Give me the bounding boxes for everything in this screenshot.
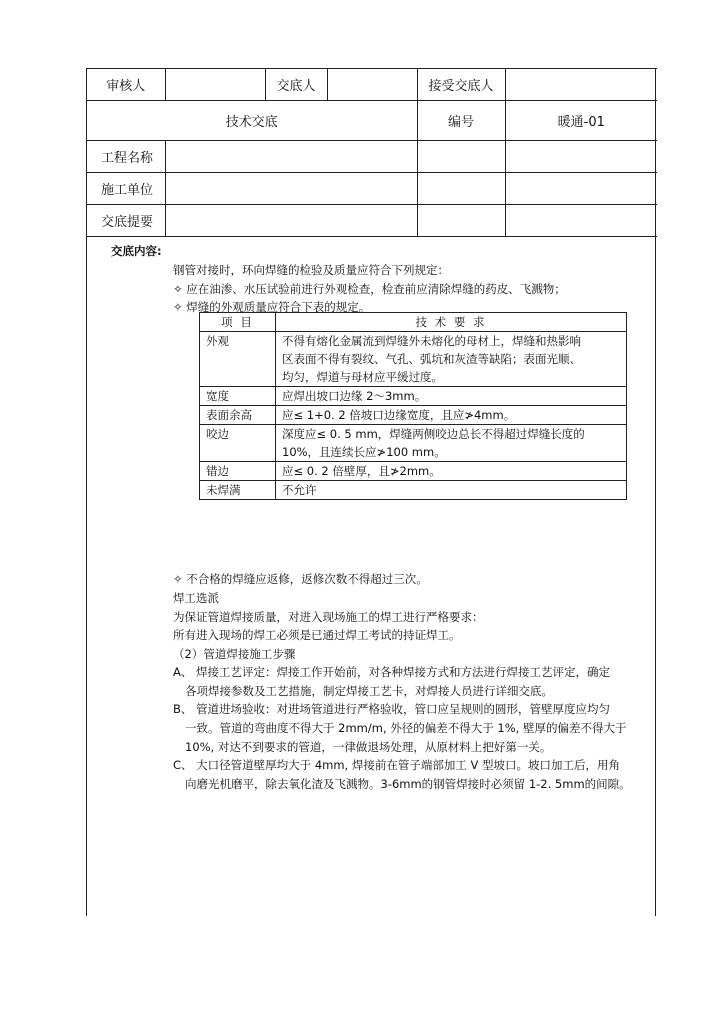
project-extra-2: [505, 141, 657, 173]
spec-requirement: [276, 425, 627, 462]
header-table: [87, 68, 657, 237]
spec-row-undercut: [200, 425, 627, 462]
step-b-line-3: 10%, 对达不到要求的管道，一律做退场处理，从原材料上把好第一关。: [185, 740, 552, 754]
reviewer-label: 审核人: [87, 69, 165, 101]
steps-title: （2）管道焊接施工步骤: [173, 647, 296, 661]
step-c-line-1: C、 大口径管道壁厚均大于 4mm, 焊接前在管子端部加工 V 型坡口。坡口加工后，用角: [173, 758, 621, 772]
contractor-row: [87, 173, 657, 205]
contractor-extra-2: [505, 173, 657, 205]
receiver-field[interactable]: [505, 69, 657, 101]
signature-row: [87, 69, 657, 101]
spec-col-req-header: 技 术 要 求: [276, 313, 627, 332]
project-field[interactable]: [165, 141, 417, 173]
welder-line-1: 为保证管道焊接质量，对进入现场施工的焊工进行严格要求：: [173, 610, 484, 624]
weld-quality-table: [199, 312, 627, 500]
spec-requirement: 不允许: [276, 481, 627, 500]
bullet-inspection: ✧ 应在油渗、水压试验前进行外观检查，检查前应清除焊缝的药皮、飞溅物；: [173, 282, 566, 296]
spec-item: 错边: [200, 462, 276, 481]
step-b-line-1: B、 管道进场验收：对进场管道进行严格验收，管口应呈规则的圆形，管壁厚度应均匀: [173, 702, 611, 716]
discloser-field[interactable]: [327, 69, 417, 101]
project-extra-1: [417, 141, 505, 173]
title-row: [87, 101, 657, 141]
req-line: 均匀，焊道与母材应平缓过度。: [282, 370, 443, 384]
disclosure-sheet: [86, 68, 656, 916]
welder-line-2: 所有进入现场的焊工必须是已通过焊工考试的持证焊工。: [173, 628, 461, 642]
code-value: 暖通-01: [505, 101, 657, 141]
spec-requirement: 应≤ 0. 2 倍壁厚，且≯2mm。: [276, 462, 627, 481]
spec-item: 咬边: [200, 425, 276, 462]
receiver-label: 接受交底人: [417, 69, 505, 101]
spec-row-appearance: [200, 332, 627, 387]
req-line: 不得有熔化金属流到焊缝外未熔化的母材上，焊缝和热影响: [282, 334, 581, 348]
step-c-line-2: 向磨光机磨平，除去氧化渣及飞溅物。3-6mm的钢管焊接时必须留 1-2. 5mm的间隙。: [185, 777, 631, 791]
contractor-field[interactable]: [165, 173, 417, 205]
discloser-label: 交底人: [265, 69, 327, 101]
step-a-line-2: 各项焊接参数及工艺措施，制定焊接工艺卡，对焊接人员进行详细交底。: [185, 684, 553, 698]
spec-requirement: 应≤ 1+0. 2 倍坡口边缘宽度，且应≯4mm。: [276, 406, 627, 425]
req-line: 10%，且连续长应≯100 mm。: [282, 445, 446, 459]
spec-item: 宽度: [200, 387, 276, 406]
bullet-quality: ✧ 焊缝的外观质量应符合下表的规定。: [173, 300, 371, 314]
summary-label: 交底提要: [87, 205, 165, 237]
spec-row-reinforcement: [200, 406, 627, 425]
step-b-line-2: 一致。管道的弯曲度不得大于 2mm/m, 外径的偏差不得大于 1%, 壁厚的偏差不得大于: [185, 721, 627, 735]
summary-extra-1: [417, 205, 505, 237]
spec-row-width: [200, 387, 627, 406]
project-label: 工程名称: [87, 141, 165, 173]
req-line: 深度应≤ 0. 5 mm，焊缝两侧咬边总长不得超过焊缝长度的: [282, 427, 585, 441]
spec-item: 表面余高: [200, 406, 276, 425]
summary-field[interactable]: [165, 205, 417, 237]
spec-requirement: 应焊出坡口边缘 2～3mm。: [276, 387, 627, 406]
spec-col-item-header: 项 目: [200, 313, 276, 332]
summary-row: [87, 205, 657, 237]
bullet-repair: ✧ 不合格的焊缝应返修，返修次数不得超过三次。: [173, 572, 428, 586]
welder-title: 焊工选派: [173, 591, 219, 605]
contractor-extra-1: [417, 173, 505, 205]
reviewer-field[interactable]: [165, 69, 265, 101]
spec-requirement: [276, 332, 627, 387]
content-heading: 交底内容:: [111, 244, 162, 258]
spec-row-underfill: [200, 481, 627, 500]
req-line: 区表面不得有裂纹、气孔、弧坑和灰渣等缺陷；表面光顺、: [282, 352, 581, 366]
spec-header-row: [200, 313, 627, 332]
spec-row-misalignment: [200, 462, 627, 481]
spec-item: 未焊满: [200, 481, 276, 500]
summary-extra-2: [505, 205, 657, 237]
code-label: 编号: [417, 101, 505, 141]
intro-text: 钢管对接时，环向焊缝的检验及质量应符合下列规定：: [173, 263, 449, 277]
project-row: [87, 141, 657, 173]
doc-title: 技术交底: [87, 101, 417, 141]
spec-item: 外观: [200, 332, 276, 387]
step-a-line-1: A、 焊接工艺评定：焊接工作开始前，对各种焊接方式和方法进行焊接工艺评定，确定: [173, 665, 611, 679]
contractor-label: 施工单位: [87, 173, 165, 205]
